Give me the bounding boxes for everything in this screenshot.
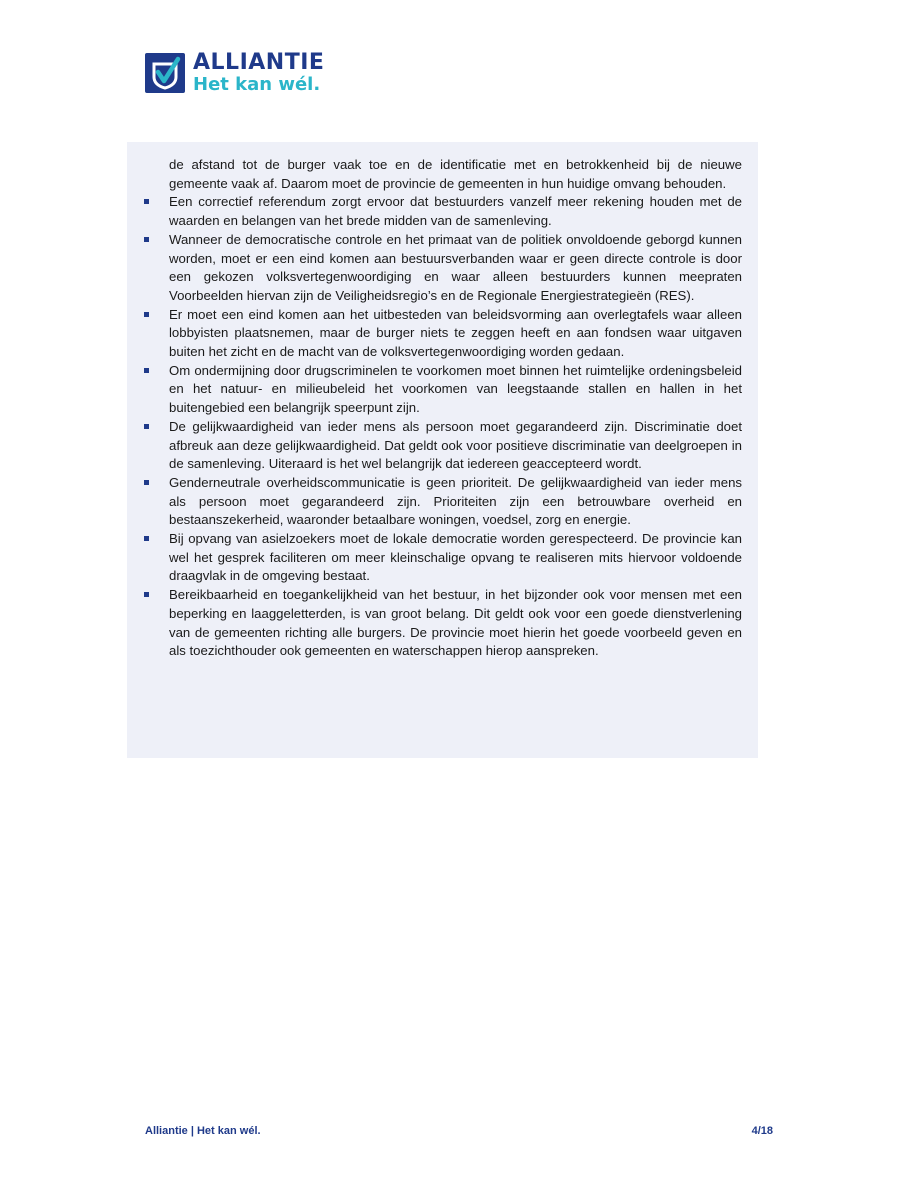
continuation-paragraph: de afstand tot de burger vaak toe en de identificatie met en betrokkenheid bij de nieuwe gemeente vaak af. Daarom moet de provincie de gemeenten in hun huidige omvang behouden.: [169, 157, 742, 191]
square-bullet-icon: [144, 199, 149, 204]
list-item: [169, 231, 742, 306]
footer-brand: Alliantie | Het kan wél.: [145, 1125, 261, 1137]
list-item: [169, 586, 742, 661]
list-item: [169, 362, 742, 418]
list-item: [169, 193, 742, 230]
page-footer: [145, 1125, 773, 1137]
square-bullet-icon: [144, 592, 149, 597]
square-bullet-icon: [144, 312, 149, 317]
bullet-text: Bereikbaarheid en toegankelijkheid van het bestuur, in het bijzonder ook voor mensen met een beperking en laaggeletterden, is van groot belang. Dit geldt ook voor een goede dienstverlening van de gemeenten richting alle burgers. De provincie moet hierin het goede voorbeeld geven en als toezichthouder ook gemeenten en waterschappen hierop aanspreken.: [169, 587, 742, 659]
square-bullet-icon: [144, 368, 149, 373]
bullet-text: Er moet een eind komen aan het uitbesteden van beleidsvorming aan overlegtafels waar alleen lobbyisten plaatsnemen, maar de burger niets te zeggen heeft en aan fondsen waar uitgaven buiten het zicht en de macht van de volksvertegenwoordiging worden gedaan.: [169, 306, 742, 360]
square-bullet-icon: [144, 536, 149, 541]
bullet-text: Genderneutrale overheidscommunicatie is geen prioriteit. De gelijkwaardigheid van ieder mens als persoon moet gegarandeerd zijn. Prioriteiten zijn een betrouwbare overheid en bestaanszekerheid, waaronder betaalbare woningen, voedsel, zorg en energie.: [169, 474, 742, 528]
list-item: [169, 306, 742, 362]
list-item: [169, 474, 742, 530]
square-bullet-icon: [144, 237, 149, 242]
list-item: [169, 530, 742, 586]
logo-title: ALLIANTIE: [193, 50, 325, 75]
bullet-text: Bij opvang van asielzoekers moet de lokale democratie worden gerespecteerd. De provincie kan wel het gesprek faciliteren om meer kleinschalige opvang te realiseren mits hiervoor voldoende draagvlak in de omgeving bestaat.: [169, 531, 742, 584]
bullet-list: [169, 193, 742, 661]
square-bullet-icon: [144, 424, 149, 429]
bullet-text: Een correctief referendum zorgt ervoor dat bestuurders vanzelf meer rekening houden met de waarden en belangen van het brede midden van de samenleving.: [169, 194, 742, 229]
list-item: [169, 418, 742, 474]
bullet-text: Wanneer de democratische controle en het primaat van de politiek onvoldoende geborgd kunnen worden, moet er een eind komen aan bestuursverbanden waar er geen directe controle is door een gekozen volksvertegenwoordiging en waar alleen bestuurders kunnen meepraten Voorbeelden hiervan zijn de Veiligheidsregio’s en de Regionale Energiestrategieën (RES).: [169, 231, 742, 303]
page-number: 4/18: [751, 1125, 773, 1137]
bullet-text: Om ondermijning door drugscriminelen te voorkomen moet binnen het ruimtelijke ordeningsbeleid en het natuur- en milieubeleid het voorkomen van leegstaande stallen en hallen in het buitengebied een belangrijk speerpunt zijn.: [169, 362, 742, 416]
square-bullet-icon: [144, 480, 149, 485]
logo: [145, 52, 324, 94]
checkmark-shield-icon: [145, 53, 185, 93]
bullet-text: De gelijkwaardigheid van ieder mens als persoon moet gegarandeerd zijn. Discriminatie doet afbreuk aan deze gelijkwaardigheid. Dat geldt ook voor positieve discriminatie van deelgroepen in de samenleving. Uiteraard is het wel belangrijk dat iedereen geaccepteerd wordt.: [169, 418, 742, 472]
content-box: [127, 142, 758, 758]
logo-slogan: Het kan wél.: [193, 74, 321, 95]
